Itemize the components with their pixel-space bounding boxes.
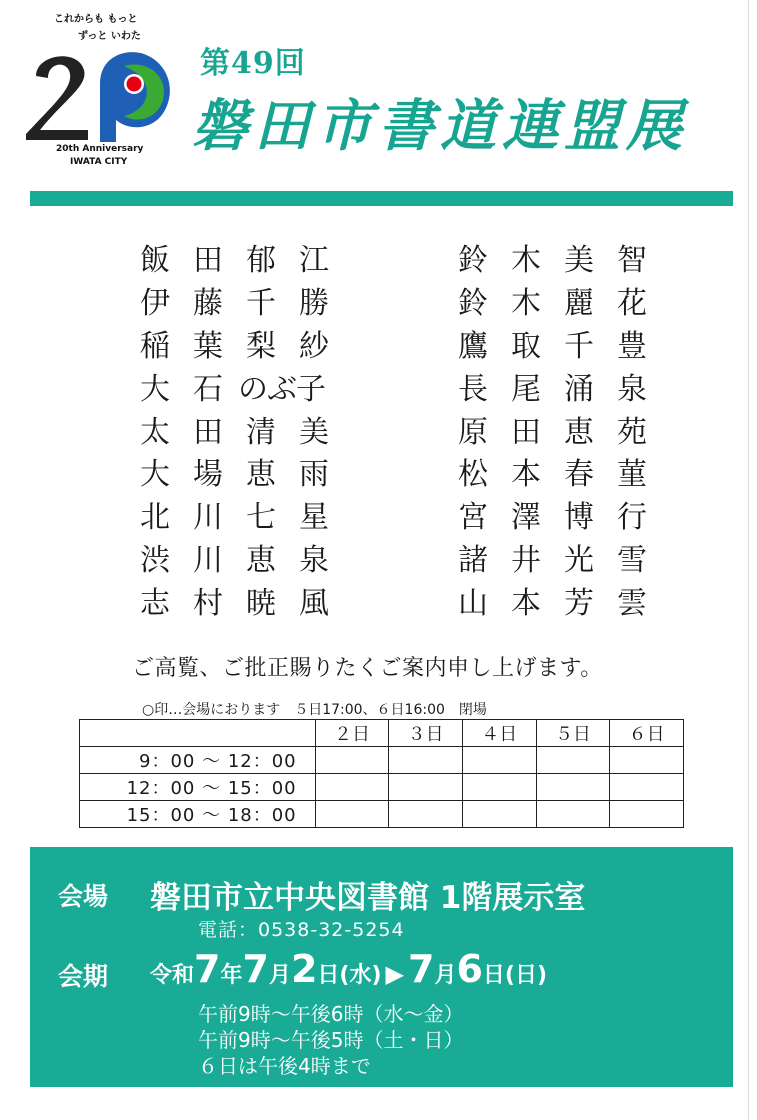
hours-weekend: 午前9時～午後5時（土・日）	[198, 1028, 464, 1052]
hours-last-day: ６日は午後4時まで	[198, 1054, 371, 1078]
name-character: 村	[193, 585, 223, 621]
name-character: 涌	[564, 371, 594, 407]
exhibitor-name	[450, 536, 662, 579]
schedule-cell	[389, 801, 463, 828]
header-divider-bar	[30, 191, 733, 206]
period-end-day: 6	[456, 947, 483, 991]
day-header: ３日	[389, 720, 463, 747]
name-character: 場	[193, 457, 223, 493]
venue-label: 会場	[58, 882, 109, 911]
time-slot: 12：00 ～ 15：00	[80, 774, 316, 801]
name-character: 江	[299, 243, 329, 279]
name-character: 豊	[617, 329, 647, 364]
name-character: 葉	[193, 329, 223, 364]
period-start-day: 2	[290, 947, 318, 991]
name-character: 取	[511, 329, 541, 364]
name-character: 勝	[299, 286, 329, 322]
name-character: 田	[193, 414, 223, 450]
name-character: 行	[617, 500, 647, 536]
name-character: 泉	[617, 371, 647, 407]
name-character: のぶ子	[238, 371, 325, 407]
schedule-cell	[462, 801, 536, 828]
name-character: 大	[140, 457, 170, 493]
exhibitor-name	[132, 450, 344, 493]
day-header: ４日	[462, 720, 536, 747]
table-row	[80, 774, 684, 801]
period-year-unit: 年	[220, 963, 243, 988]
schedule-cell	[315, 747, 389, 774]
logo-anniversary-text: 20th Anniversary	[56, 144, 144, 154]
name-character: 木	[511, 286, 541, 322]
name-character: 諸	[458, 542, 488, 578]
exhibitor-name	[450, 364, 662, 407]
name-character: 美	[299, 414, 329, 450]
exhibitor-name	[450, 493, 662, 536]
period-start-month: 7	[242, 947, 269, 991]
day-header: ２日	[315, 720, 389, 747]
name-character: 菫	[617, 457, 647, 493]
schedule-cell	[536, 747, 610, 774]
name-character: 梨	[246, 329, 276, 364]
period-label: 会期	[58, 962, 109, 991]
day-header: ５日	[536, 720, 610, 747]
exhibitor-name	[450, 322, 662, 365]
logo-city-text: IWATA CITY	[70, 157, 128, 167]
schedule-cell	[462, 747, 536, 774]
name-character: 雲	[617, 585, 647, 621]
name-character: 暁	[246, 585, 276, 621]
name-character: 鈴	[458, 286, 488, 322]
name-character: 鷹	[458, 329, 488, 364]
day-header: ６日	[610, 720, 684, 747]
name-character: 渋	[140, 542, 170, 578]
opening-hours	[198, 1001, 463, 1079]
exhibitor-name	[132, 322, 344, 365]
name-character: 北	[140, 500, 170, 536]
name-character: 恵	[246, 457, 276, 493]
exhibitor-name	[132, 236, 344, 279]
name-character: 山	[458, 585, 488, 621]
anniversary-logo	[26, 8, 176, 173]
time-slot: 15：00 ～ 18：00	[80, 801, 316, 828]
name-character: 太	[140, 414, 170, 450]
period-end-month: 7	[408, 947, 435, 991]
event-info-box	[30, 847, 733, 1087]
period-end-weekday: 日(日)	[482, 963, 548, 988]
table-row	[80, 801, 684, 828]
name-character: 田	[511, 414, 541, 450]
venue-phone: 電話：0538-32-5254	[198, 919, 405, 941]
exhibitor-list-right	[450, 236, 662, 621]
name-character: 春	[564, 457, 594, 493]
table-row	[80, 747, 684, 774]
name-character: 雪	[617, 542, 647, 578]
name-character: 恵	[246, 542, 276, 578]
name-character: 川	[193, 542, 223, 578]
name-character: 鈴	[458, 243, 488, 279]
name-character: 花	[617, 286, 647, 322]
schedule-cell	[315, 801, 389, 828]
table-header-row	[80, 720, 684, 747]
name-character: 本	[511, 585, 541, 621]
schedule-cell	[536, 801, 610, 828]
period-start-weekday: 日(水)	[317, 963, 382, 988]
venue-name: 磐田市立中央図書館 1階展示室	[150, 880, 586, 916]
exhibitor-name	[450, 578, 662, 621]
schedule-cell	[610, 774, 684, 801]
page-edge-line	[748, 0, 749, 1120]
exhibitor-name	[450, 450, 662, 493]
exhibitor-list-left	[132, 236, 344, 621]
name-character: 苑	[617, 414, 647, 450]
schedule-cell	[610, 801, 684, 828]
period-month-unit: 月	[434, 963, 457, 988]
time-slot: 9：00 ～ 12：00	[80, 747, 316, 774]
name-character: 井	[511, 542, 541, 578]
name-character: 清	[246, 414, 276, 450]
schedule-cell	[462, 774, 536, 801]
exhibition-title: 磐田市書道連盟展	[192, 93, 688, 159]
period-month-unit: 月	[268, 963, 291, 988]
exhibitor-name	[132, 407, 344, 450]
name-character: 原	[458, 414, 488, 450]
name-character: 長	[458, 371, 488, 407]
logo-20-mark	[26, 46, 176, 144]
schedule-cell	[610, 747, 684, 774]
name-character: 尾	[511, 371, 541, 407]
name-character: 風	[299, 585, 329, 621]
exhibition-period	[150, 947, 547, 991]
edition-number: 第49回	[200, 46, 306, 81]
name-character: 本	[511, 457, 541, 493]
name-character: 松	[458, 457, 488, 493]
name-character: 泉	[299, 542, 329, 578]
exhibitor-name	[132, 493, 344, 536]
name-character: 宮	[458, 500, 488, 536]
period-year: 7	[194, 947, 221, 991]
exhibitor-name	[132, 364, 344, 407]
period-era: 令和	[150, 963, 195, 988]
schedule-cell	[389, 774, 463, 801]
name-character: 芳	[564, 585, 594, 621]
hours-weekday: 午前9時～午後6時（水～金）	[198, 1002, 464, 1026]
name-character: 志	[140, 585, 170, 621]
name-character: 雨	[299, 457, 329, 493]
exhibitor-name	[450, 407, 662, 450]
exhibitor-name	[132, 279, 344, 322]
name-character: 星	[299, 500, 329, 536]
arrow-right-icon: ▶	[385, 960, 404, 988]
name-character: 藤	[193, 286, 223, 322]
name-character: 紗	[299, 329, 329, 364]
name-character: 七	[246, 500, 276, 536]
schedule-cell	[389, 747, 463, 774]
name-character: 麗	[564, 286, 594, 322]
exhibitor-name	[450, 236, 662, 279]
name-character: 千	[246, 286, 276, 322]
name-character: 光	[564, 542, 594, 578]
name-character: 博	[564, 500, 594, 536]
logo-tagline-1: これからも もっと	[54, 14, 138, 25]
exhibitor-name	[132, 536, 344, 579]
schedule-cell	[536, 774, 610, 801]
schedule-cell	[315, 774, 389, 801]
name-character: 石	[193, 371, 223, 407]
table-corner-cell	[80, 720, 316, 747]
attendance-schedule-table	[79, 719, 684, 828]
name-character: 飯	[140, 243, 170, 279]
attendance-note: ○印…会場におります ５日17:00、６日16:00 閉場	[142, 702, 487, 718]
name-character: 恵	[564, 414, 594, 450]
name-character: 千	[564, 329, 594, 364]
name-character: 伊	[140, 286, 170, 322]
name-character: 川	[193, 500, 223, 536]
name-character: 稲	[140, 329, 170, 364]
name-character: 美	[564, 243, 594, 279]
greeting-text: ご高覧、ご批正賜りたくご案内申し上げます。	[132, 656, 603, 681]
name-character: 田	[193, 243, 223, 279]
name-character: 木	[511, 243, 541, 279]
name-character: 郁	[246, 243, 276, 279]
name-character: 智	[617, 243, 647, 279]
name-character: 大	[140, 371, 170, 407]
logo-tagline-2: ずっと いわた	[78, 31, 141, 42]
name-character: 澤	[511, 500, 541, 536]
exhibitor-name	[132, 578, 344, 621]
exhibitor-name	[450, 279, 662, 322]
